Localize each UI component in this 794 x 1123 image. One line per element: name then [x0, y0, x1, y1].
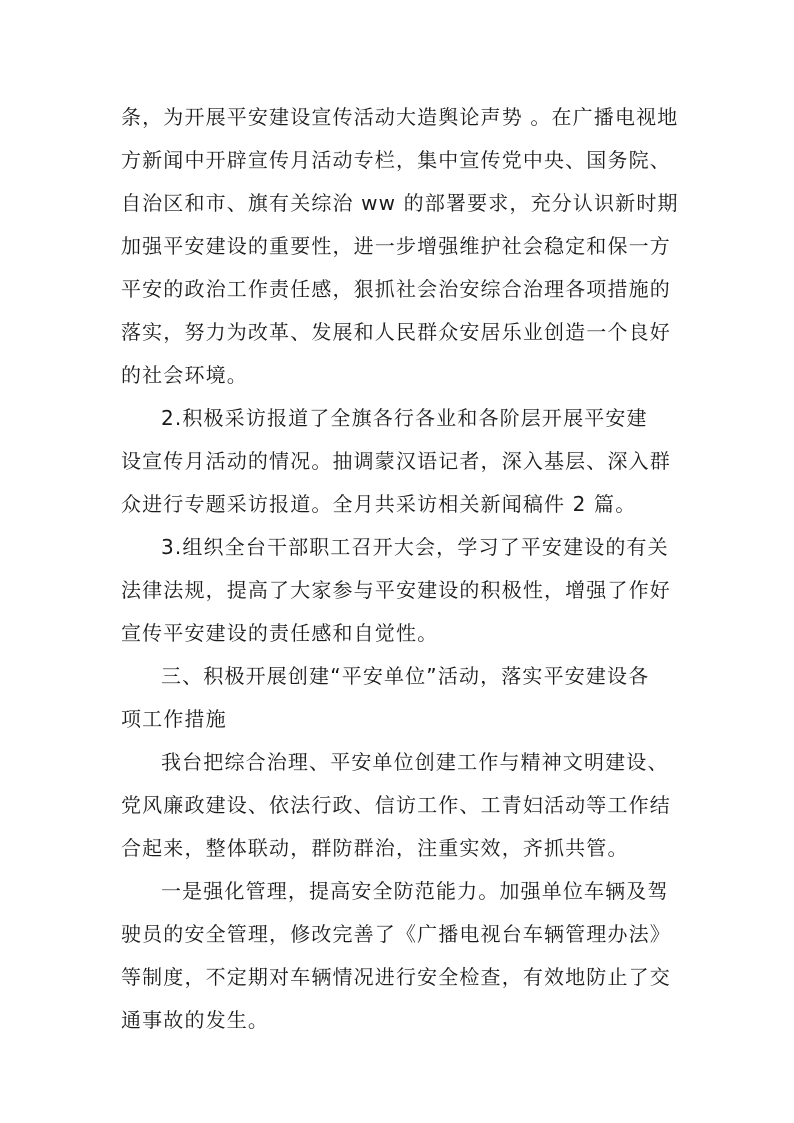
- section-heading-line: 三、积极开展创建“平安单位”活动，落实平安建设各: [161, 664, 650, 688]
- paragraph-line: 驶员的安全管理，修改完善了《广播电视台车辆管理办法》: [121, 922, 671, 946]
- paragraph-line: 等制度，不定期对车辆情况进行安全检查，有效地防止了交: [121, 965, 671, 989]
- paragraph-line: 设宣传月活动的情况。抽调蒙汉语记者，深入基层、深入群: [121, 449, 671, 473]
- paragraph-line: 加强平安建设的重要性，进一步增强维护社会稳定和保一方: [121, 234, 671, 258]
- paragraph-line: 众进行专题采访报道。全月共采访相关新闻稿件 2 篇。: [121, 492, 637, 516]
- paragraph-line: 平安的政治工作责任感，狠抓社会治安综合治理各项措施的: [121, 277, 671, 301]
- section-heading-line: 项工作措施: [121, 707, 227, 731]
- paragraph-line: 自治区和市、旗有关综治 ww 的部署要求，充分认识新时期: [121, 191, 679, 215]
- paragraph-line: 2.积极采访报道了全旗各行各业和各阶层开展平安建: [161, 406, 648, 430]
- paragraph-line: 的社会环境。: [121, 363, 248, 387]
- paragraph-line: 我台把综合治理、平安单位创建工作与精神文明建设、: [161, 750, 669, 774]
- paragraph-line: 落实，努力为改革、发展和人民群众安居乐业创造一个良好: [121, 320, 671, 344]
- paragraph-line: 通事故的发生。: [121, 1008, 270, 1032]
- paragraph-line: 宣传平安建设的责任感和自觉性。: [121, 621, 439, 645]
- paragraph-line: 法律法规，提高了大家参与平安建设的积极性，增强了作好: [121, 578, 671, 602]
- paragraph-line: 一是强化管理，提高安全防范能力。加强单位车辆及驾: [161, 879, 669, 903]
- paragraph-line: 合起来，整体联动，群防群治，注重实效，齐抓共管。: [121, 836, 629, 860]
- paragraph-line: 党风廉政建设、依法行政、信访工作、工青妇活动等工作结: [121, 793, 671, 817]
- paragraph-line: 方新闻中开辟宣传月活动专栏，集中宣传党中央、国务院、: [121, 148, 671, 172]
- paragraph-line: 条，为开展平安建设宣传活动大造舆论声势 。在广播电视地: [121, 105, 679, 129]
- paragraph-line: 3.组织全台干部职工召开大会，学习了平安建设的有关: [161, 535, 669, 559]
